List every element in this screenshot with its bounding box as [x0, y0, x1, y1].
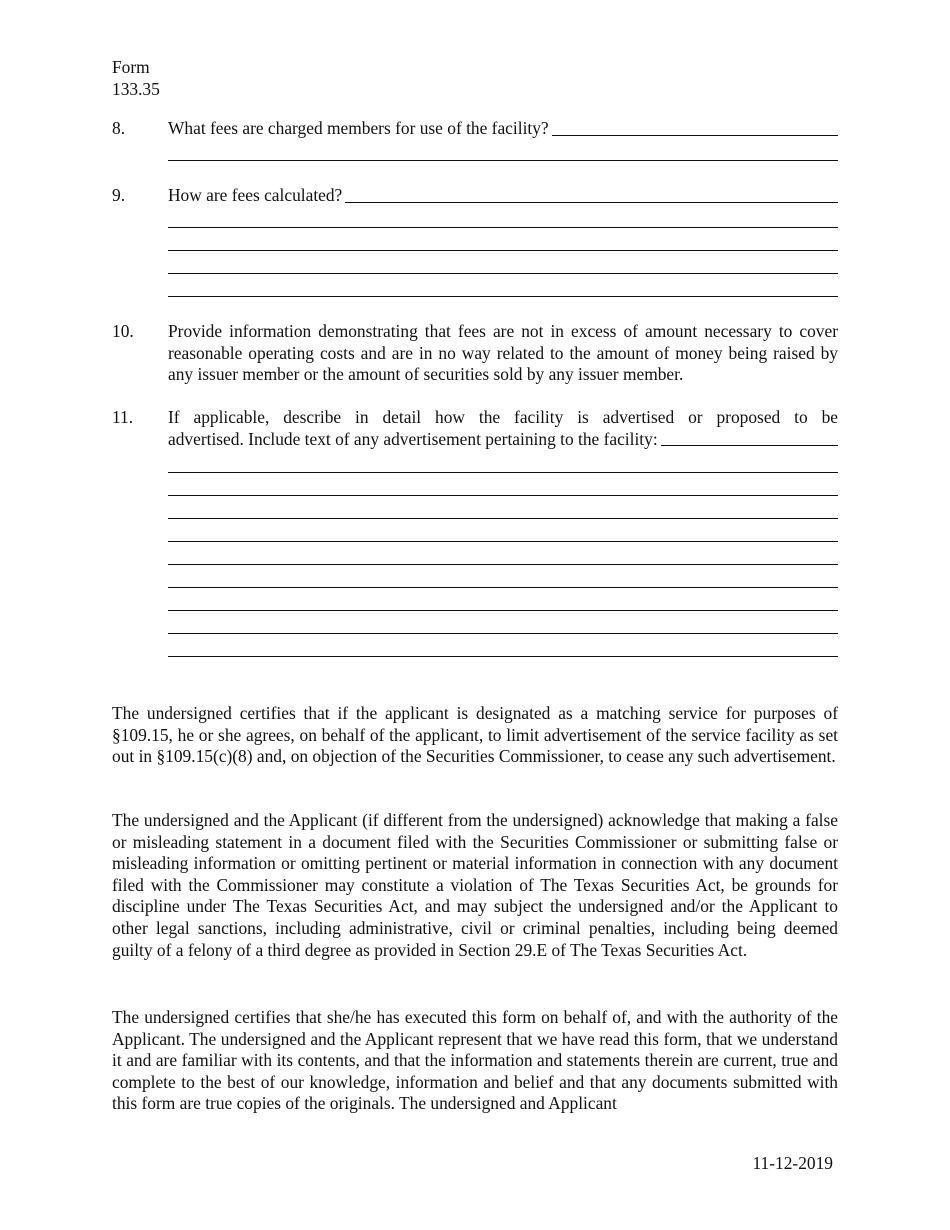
question-11-answer-line-2[interactable]	[168, 472, 838, 473]
form-identifier	[112, 57, 192, 100]
question-11-text-line-1: If applicable, describe in detail how the facility is advertised or proposed to be	[168, 407, 838, 427]
question-10-number: 10.	[112, 321, 134, 341]
question-9-text: How are fees calculated?	[168, 185, 343, 205]
question-11-line-2	[168, 429, 838, 451]
question-8-text: What fees are charged members for use of the facility?	[168, 118, 549, 138]
question-8-answer-line-1[interactable]	[552, 135, 838, 136]
question-11-answer-line-3[interactable]	[168, 495, 838, 496]
question-8-answer-line-2[interactable]	[168, 160, 838, 161]
certification-advertising: The undersigned certifies that if the applicant is designated as a matching service for purposes of §109.15, he or she agrees, on behalf of the applicant, to limit advertisement of the service facility as set out in §109.15(c)(8) and, on objection of the Securities Commissioner, to cease any such advertisement.	[112, 703, 838, 767]
question-8-number: 8.	[112, 118, 126, 138]
form-label: Form	[112, 57, 150, 77]
question-9-answer-line-2[interactable]	[168, 227, 838, 228]
question-11-text-line-2: advertised. Include text of any advertisement pertaining to the facility:	[168, 428, 658, 449]
question-11-answer-line-10[interactable]	[168, 656, 838, 657]
question-9-answer-line-3[interactable]	[168, 250, 838, 251]
question-9-number: 9.	[112, 185, 126, 205]
question-11-answer-line-8[interactable]	[168, 610, 838, 611]
question-11-answer-line-1[interactable]	[661, 445, 838, 446]
question-11-answer-line-9[interactable]	[168, 633, 838, 634]
question-9	[168, 185, 838, 207]
question-11-number: 11.	[112, 407, 134, 427]
question-10-text: Provide information demonstrating that fees are not in excess of amount necessary to cover reasonable operating costs and are in no way related to the amount of money being raised by any issuer member or the amount of securities sold by any issuer member.	[168, 321, 838, 385]
question-11-answer-line-7[interactable]	[168, 587, 838, 588]
question-11-answer-line-6[interactable]	[168, 564, 838, 565]
question-8	[168, 118, 838, 140]
form-number: 133.35	[112, 78, 160, 99]
acknowledgement-statement: The undersigned and the Applicant (if different from the undersigned) acknowledge that making a false or misleading statement in a document filed with the Securities Commissioner or submitting false or misleading information or omitting pertinent or material information in connection with any document filed with the Commissioner may constitute a violation of The Texas Securities Act, be grounds for discipline under The Texas Securities Act, and may subject the undersigned and/or the Applicant to other legal sanctions, including administrative, civil or criminal penalties, including being deemed guilty of a felony of a third degree as provided in Section 29.E of The Texas Securities Act.	[112, 810, 838, 960]
question-11-answer-line-5[interactable]	[168, 541, 838, 542]
question-9-answer-line-1[interactable]	[345, 202, 838, 203]
question-11-answer-line-4[interactable]	[168, 518, 838, 519]
question-11	[168, 407, 838, 450]
question-9-answer-line-4[interactable]	[168, 273, 838, 274]
question-9-answer-line-5[interactable]	[168, 296, 838, 297]
revision-date: 11-12-2019	[752, 1153, 833, 1173]
certification-authority: The undersigned certifies that she/he has executed this form on behalf of, and with the authority of the Applicant. The undersigned and the Applicant represent that we have read this form, that we understand it and are familiar with its contents, and that the information and statements therein are current, true and complete to the best of our knowledge, information and belief and that any documents submitted with this form are true copies of the originals. The undersigned and Applicant	[112, 1007, 838, 1114]
